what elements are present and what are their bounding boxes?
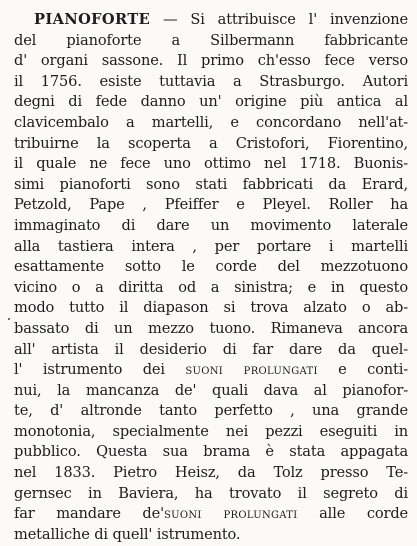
text-line: bassato di un mezzo tuono. Rimaneva ancora <box>14 319 408 337</box>
text-segment: l' istrumento dei <box>14 361 186 379</box>
text-line: nui, la mancanza de' quali dava al pianofor- <box>14 381 408 399</box>
text-line: monotonia, specialmente nei pezzi eseguiti in <box>14 422 408 440</box>
text-line: alla tastiera intera , per portare i martelli <box>14 237 408 255</box>
text-line <box>14 10 408 31</box>
ink-speck <box>8 318 10 320</box>
text-line: gernsec in Baviera, ha trovato il segreto di <box>14 484 408 502</box>
text-line: Petzold, Pape , Pfeiffer e Pleyel. Roller ha <box>14 196 408 214</box>
text-line <box>14 504 408 525</box>
text-line: esattamente sotto le corde del mezzotuono <box>14 258 408 276</box>
text-line: d' organi sassone. Il primo ch'esso fece verso <box>14 52 408 70</box>
text-line: tribuirne la scoperta a Cristofori, Fiorentino, <box>14 134 408 152</box>
text-line: all' artista il desiderio di far dare da quel- <box>14 340 408 358</box>
small-caps-term: suoni prolungati <box>185 362 318 379</box>
text-line: pubblico. Questa sua brama è stata appagata <box>14 443 408 461</box>
text-line: nel 1833. Pietro Heisz, da Tolz presso Te- <box>14 464 408 482</box>
text-segment: — Si attribuisce l' invenzione <box>150 11 408 28</box>
text-line: metalliche di quell' istrumento. <box>14 525 241 543</box>
text-segment: alle corde <box>297 505 408 523</box>
text-line: modo tutto il diapason si trova alzato o ab- <box>14 299 408 317</box>
text-line: il quale ne fece uno ottimo nel 1718. Buonis- <box>14 155 408 173</box>
text-line: clavicembalo a martelli, e concordano nell'at- <box>14 113 408 131</box>
text-line: te, d' altronde tanto perfetto , una grande <box>14 402 408 420</box>
text-line: simi pianoforti sono stati fabbricati da Erard, <box>14 175 408 193</box>
text-segment: e conti- <box>317 361 409 379</box>
text-segment: far mandare de' <box>14 505 164 523</box>
text-line: il 1756. esiste tuttavia a Strasburgo. Autori <box>14 72 408 90</box>
text-line: degni di fede danno un' origine più antica al <box>14 93 408 111</box>
text-line: vicino o a diritta od a sinistra; e in questo <box>14 278 408 296</box>
text-line: immaginato di dare un movimento laterale <box>14 216 408 234</box>
text-line: del pianoforte a Silbermann fabbricante <box>14 31 408 49</box>
entry-headword: PIANOFORTE <box>34 11 151 28</box>
small-caps-term: suoni prolungati <box>163 506 298 523</box>
text-line <box>14 360 408 381</box>
dictionary-entry <box>14 10 408 545</box>
